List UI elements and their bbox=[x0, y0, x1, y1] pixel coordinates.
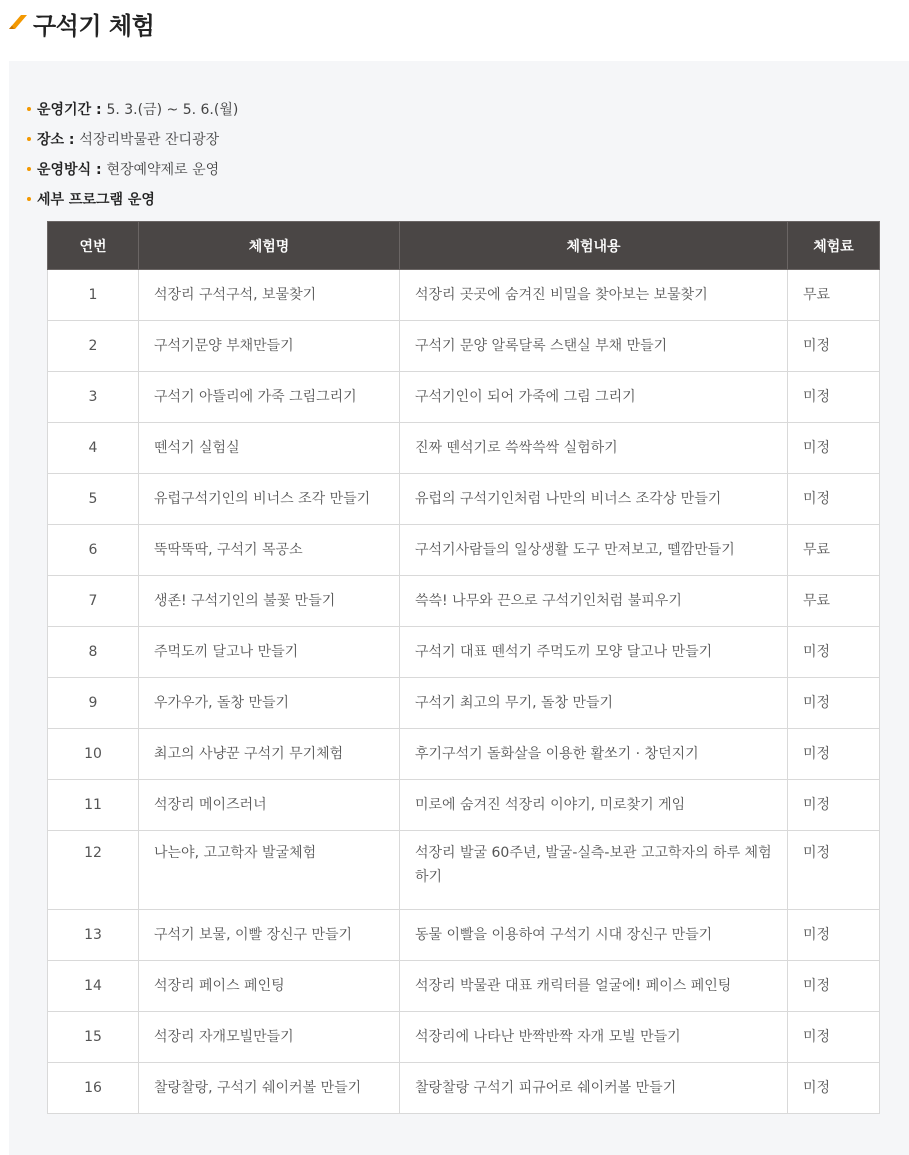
row-fee: 미정 bbox=[788, 780, 880, 831]
row-name: 생존! 구석기인의 불꽃 만들기 bbox=[139, 576, 400, 627]
row-number: 7 bbox=[48, 576, 139, 627]
row-name: 석장리 메이즈러너 bbox=[139, 780, 400, 831]
table-header-row bbox=[48, 222, 880, 270]
row-number: 9 bbox=[48, 678, 139, 729]
row-number: 11 bbox=[48, 780, 139, 831]
row-name: 구석기문양 부채만들기 bbox=[139, 321, 400, 372]
row-content: 석장리 곳곳에 숨겨진 비밀을 찾아보는 보물찾기 bbox=[400, 270, 788, 321]
row-name: 나는야, 고고학자 발굴체험 bbox=[139, 831, 400, 910]
row-content: 석장리에 나타난 반짝반짝 자개 모빌 만들기 bbox=[400, 1012, 788, 1063]
table-row bbox=[48, 780, 880, 831]
row-fee: 무료 bbox=[788, 525, 880, 576]
row-content: 동물 이빨을 이용하여 구석기 시대 장신구 만들기 bbox=[400, 910, 788, 961]
row-fee: 미정 bbox=[788, 372, 880, 423]
table-row bbox=[48, 831, 880, 910]
header-content: 체험내용 bbox=[400, 222, 788, 270]
row-fee: 미정 bbox=[788, 910, 880, 961]
table-row bbox=[48, 372, 880, 423]
row-content: 유럽의 구석기인처럼 나만의 비너스 조각상 만들기 bbox=[400, 474, 788, 525]
table-row bbox=[48, 423, 880, 474]
info-separator: : bbox=[91, 102, 107, 118]
row-content: 구석기사람들의 일상생활 도구 만져보고, 뗄깜만들기 bbox=[400, 525, 788, 576]
row-number: 1 bbox=[48, 270, 139, 321]
table-row bbox=[48, 678, 880, 729]
row-number: 8 bbox=[48, 627, 139, 678]
info-location bbox=[27, 125, 238, 155]
info-label: 운영방식 bbox=[37, 162, 92, 178]
table-row bbox=[48, 474, 880, 525]
row-number: 4 bbox=[48, 423, 139, 474]
info-label: 장소 bbox=[37, 132, 65, 148]
row-fee: 미정 bbox=[788, 678, 880, 729]
header-name: 체험명 bbox=[139, 222, 400, 270]
info-label: 운영기간 bbox=[37, 102, 92, 118]
bullet-icon bbox=[27, 197, 31, 201]
row-fee: 미정 bbox=[788, 831, 880, 910]
row-name: 뚝딱뚝딱, 구석기 목공소 bbox=[139, 525, 400, 576]
row-fee: 미정 bbox=[788, 729, 880, 780]
bullet-icon bbox=[27, 107, 31, 111]
row-name: 우가우가, 돌창 만들기 bbox=[139, 678, 400, 729]
row-number: 12 bbox=[48, 831, 139, 910]
table-row bbox=[48, 627, 880, 678]
table-row bbox=[48, 729, 880, 780]
row-content: 석장리 발굴 60주년, 발굴-실측-보관 고고학자의 하루 체험하기 bbox=[400, 831, 788, 910]
row-name: 구석기 보물, 이빨 장신구 만들기 bbox=[139, 910, 400, 961]
row-content: 구석기인이 되어 가죽에 그림 그리기 bbox=[400, 372, 788, 423]
table-row bbox=[48, 525, 880, 576]
row-fee: 무료 bbox=[788, 576, 880, 627]
table-row bbox=[48, 1012, 880, 1063]
row-content: 구석기 문양 알록달록 스탠실 부채 만들기 bbox=[400, 321, 788, 372]
row-fee: 미정 bbox=[788, 321, 880, 372]
row-content: 찰랑찰랑 구석기 피규어로 쉐이커볼 만들기 bbox=[400, 1063, 788, 1114]
row-name: 최고의 사냥꾼 구석기 무기체험 bbox=[139, 729, 400, 780]
row-fee: 미정 bbox=[788, 423, 880, 474]
row-fee: 무료 bbox=[788, 270, 880, 321]
info-method bbox=[27, 155, 238, 185]
info-period bbox=[27, 95, 238, 125]
header-number: 연번 bbox=[48, 222, 139, 270]
row-fee: 미정 bbox=[788, 627, 880, 678]
row-name: 뗀석기 실험실 bbox=[139, 423, 400, 474]
row-number: 6 bbox=[48, 525, 139, 576]
row-number: 15 bbox=[48, 1012, 139, 1063]
row-number: 13 bbox=[48, 910, 139, 961]
row-content: 구석기 최고의 무기, 돌창 만들기 bbox=[400, 678, 788, 729]
row-fee: 미정 bbox=[788, 961, 880, 1012]
row-name: 주먹도끼 달고나 만들기 bbox=[139, 627, 400, 678]
header-fee: 체험료 bbox=[788, 222, 880, 270]
table-row bbox=[48, 961, 880, 1012]
table-row bbox=[48, 321, 880, 372]
table-row bbox=[48, 910, 880, 961]
table-row bbox=[48, 576, 880, 627]
info-separator: : bbox=[64, 132, 80, 148]
table-row bbox=[48, 270, 880, 321]
row-content: 미로에 숨겨진 석장리 이야기, 미로찾기 게임 bbox=[400, 780, 788, 831]
page-header bbox=[0, 0, 909, 60]
row-fee: 미정 bbox=[788, 1012, 880, 1063]
row-content: 진짜 뗀석기로 쓱싹쓱싹 실험하기 bbox=[400, 423, 788, 474]
row-number: 5 bbox=[48, 474, 139, 525]
row-fee: 미정 bbox=[788, 1063, 880, 1114]
info-list bbox=[27, 95, 238, 215]
row-number: 10 bbox=[48, 729, 139, 780]
info-value: 현장예약제로 운영 bbox=[106, 162, 220, 178]
info-value: 석장리박물관 잔디광장 bbox=[79, 132, 220, 148]
row-name: 구석기 아뜰리에 가죽 그림그리기 bbox=[139, 372, 400, 423]
row-number: 2 bbox=[48, 321, 139, 372]
row-name: 석장리 구석구석, 보물찾기 bbox=[139, 270, 400, 321]
row-number: 14 bbox=[48, 961, 139, 1012]
row-content: 석장리 박물관 대표 캐릭터를 얼굴에! 페이스 페인팅 bbox=[400, 961, 788, 1012]
row-number: 16 bbox=[48, 1063, 139, 1114]
title-accent-icon bbox=[9, 15, 27, 29]
info-value: 5. 3.(금) ~ 5. 6.(월) bbox=[106, 102, 239, 118]
row-fee: 미정 bbox=[788, 474, 880, 525]
info-separator: : bbox=[91, 162, 107, 178]
row-content: 구석기 대표 뗀석기 주먹도끼 모양 달고나 만들기 bbox=[400, 627, 788, 678]
table-row bbox=[48, 1063, 880, 1114]
program-table bbox=[47, 221, 880, 1114]
info-label: 세부 프로그램 운영 bbox=[37, 192, 155, 208]
bullet-icon bbox=[27, 167, 31, 171]
row-name: 유럽구석기인의 비너스 조각 만들기 bbox=[139, 474, 400, 525]
row-content: 쓱쓱! 나무와 끈으로 구석기인처럼 불피우기 bbox=[400, 576, 788, 627]
info-programs bbox=[27, 185, 238, 215]
row-name: 석장리 페이스 페인팅 bbox=[139, 961, 400, 1012]
row-number: 3 bbox=[48, 372, 139, 423]
row-name: 석장리 자개모빌만들기 bbox=[139, 1012, 400, 1063]
page-title: 구석기 체험 bbox=[33, 12, 155, 40]
row-content: 후기구석기 돌화살을 이용한 활쏘기 · 창던지기 bbox=[400, 729, 788, 780]
bullet-icon bbox=[27, 137, 31, 141]
row-name: 찰랑찰랑, 구석기 쉐이커볼 만들기 bbox=[139, 1063, 400, 1114]
